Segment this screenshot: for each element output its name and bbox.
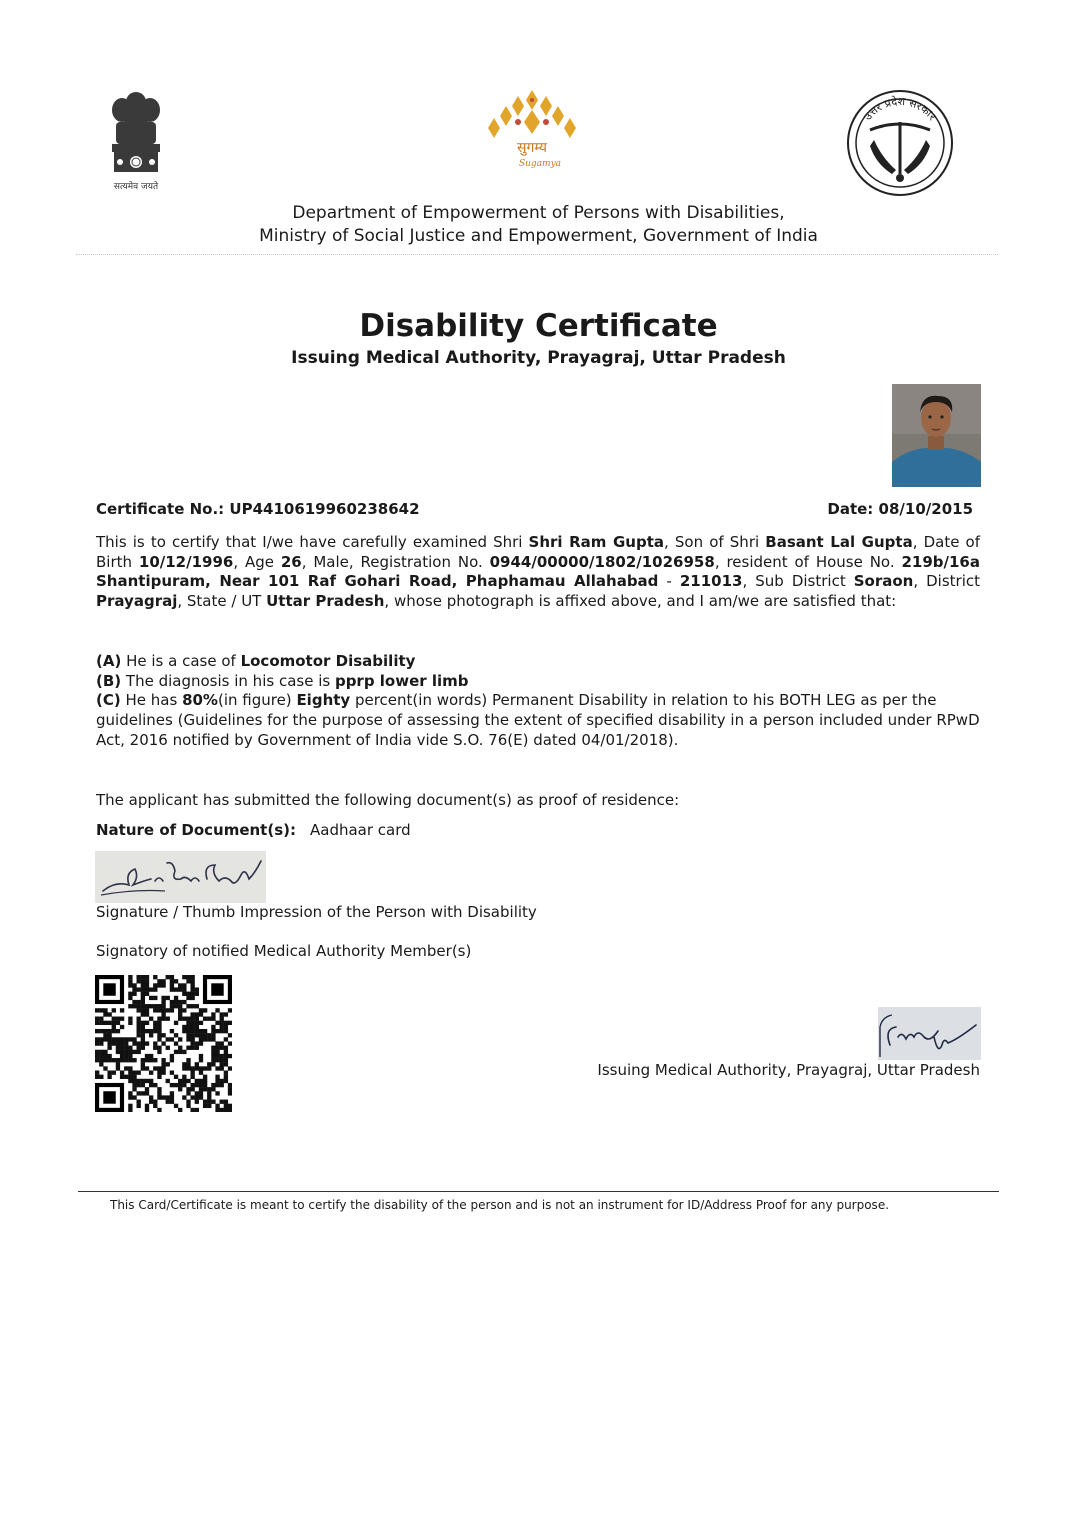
date-of-birth: 10/12/1996 [138, 552, 234, 571]
footer-divider [78, 1191, 999, 1192]
certificate-date: Date: 08/10/2015 [827, 500, 973, 518]
up-government-seal [844, 88, 956, 198]
disability-clauses [96, 652, 980, 751]
certificate-title: Disability Certificate [359, 308, 718, 344]
sub-district: Soraon [853, 572, 914, 591]
sugamya-logo [482, 88, 582, 174]
certification-paragraph: This is to certify that I/we have carefully examined Shri Shri Ram Gupta, Son of Shri Basant Lal Gupta, Date of Birth 10/12/1996, Age 26, Male, Registration No. 0944/00000/1802/1026958, resident of House No. 219b/16a Shantipuram, Near 101 Raf Gohari Road, Phaphamau Allahabad - 211013, Sub District Soraon, District Prayagraj, State / UT Uttar Pradesh, whose photograph is affixed above, and I am/we are satisfied that: [96, 533, 980, 611]
seal-text: उत्तर प्रदेश सरकार [861, 94, 939, 123]
clause-c: (C) He has 80%(in figure) Eighty percent(in words) Permanent Disability in relation to his BOTH LEG as per the guidelines (Guidelines for the purpose of assessing the extent of specified disability in a person included under RPwD Act, 2016 notified by Government of India vide S.O. 76(E) dated 04/01/2018). [96, 691, 980, 749]
proof-intro: The applicant has submitted the following document(s) as proof of residence: [96, 791, 680, 809]
authority-label: Issuing Medical Authority, Prayagraj, Uttar Pradesh [597, 1061, 980, 1079]
state: Uttar Pradesh [266, 592, 385, 611]
address: 219b/16a Shantipuram, Near 101 Raf Gohari Road, Phaphamau Allahabad [96, 552, 980, 591]
header-divider [76, 254, 998, 255]
sugamya-logo-subtext: Sugamya [518, 159, 562, 169]
certificate-number: Certificate No.: UP4410619960238642 [96, 500, 420, 518]
footer-note: This Card/Certificate is meant to certify the disability of the person and is not an instrument for ID/Address Proof for any purpose. [110, 1198, 890, 1212]
department-line-1: Department of Empowerment of Persons with Disabilities, [292, 203, 785, 223]
clause-a: (A) He is a case of Locomotor Disability [96, 652, 416, 670]
pin-code: 211013 [679, 572, 743, 591]
applicant-photo [892, 384, 981, 487]
applicant-name: Shri Ram Gupta [528, 533, 665, 551]
clause-b: (B) The diagnosis in his case is pprp lower limb [96, 671, 469, 690]
age: 26 [280, 552, 302, 571]
applicant-signature-image [95, 851, 266, 903]
father-name: Basant Lal Gupta [765, 533, 913, 551]
department-line-2: Ministry of Social Justice and Empowerment, Government of India [259, 226, 818, 246]
national-emblem-logo [100, 88, 172, 196]
applicant-signature-label: Signature / Thumb Impression of the Person with Disability [96, 903, 537, 921]
authority-signature-image [878, 1007, 981, 1060]
signatory-label: Signatory of notified Medical Authority Member(s) [96, 942, 472, 960]
registration-number: 0944/00000/1802/1026958 [489, 552, 715, 571]
qr-code [95, 975, 232, 1112]
nature-of-document: Nature of Document(s): Aadhaar card [96, 821, 411, 839]
emblem-caption: सत्यमेव जयते [113, 182, 159, 192]
certificate-subtitle: Issuing Medical Authority, Prayagraj, Uttar Pradesh [291, 348, 786, 368]
sugamya-logo-text: सुगम्य [516, 140, 548, 156]
district: Prayagraj [96, 592, 178, 611]
